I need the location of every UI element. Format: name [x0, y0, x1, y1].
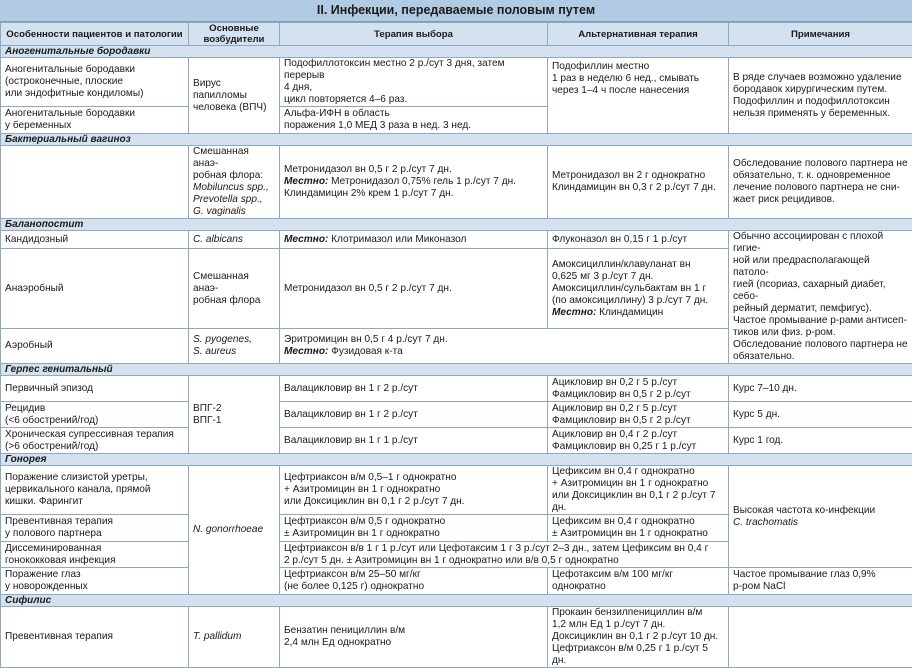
section-title: Бактериальный вагиноз — [1, 134, 912, 146]
table-row — [1, 607, 912, 668]
pathogen-cell — [189, 146, 280, 219]
therapy-cell: Валацикловир вн 1 г 1 р./сут — [280, 428, 548, 454]
table-row — [1, 58, 912, 107]
table-title: II. Инфекции, передаваемые половым путем — [0, 0, 912, 22]
patient-cell: Поражение слизистой уретры, цервикального канала, прямой кишки. Фарингит — [1, 466, 189, 515]
notes-cell: Обычно ассоциирован с плохой гигие- ной или предрасполагающей патоло- гией (псориаз, сахарный диабет, себо- рейный дерматит, пемфигус). Частое промывание р-рами антисеп- тиков или физ. р-ром. Обследование полового партнера не обязательно. — [729, 231, 912, 364]
therapy-cell: Цефтриаксон в/м 0,5 г однократно ± Азитромицин вн 1 г однократно — [280, 515, 548, 542]
patient-cell: Диссеминированная гонококковая инфекция — [1, 542, 189, 568]
pathogen-cell: S. pyogenes, S. aureus — [189, 328, 280, 363]
table-row — [1, 466, 912, 515]
notes-cell — [729, 466, 912, 568]
notes-cell: Курс 7–10 дн. — [729, 376, 912, 402]
patient-cell: Аэробный — [1, 328, 189, 363]
therapy-cell: Валацикловир вн 1 г 2 р./сут — [280, 402, 548, 428]
patient-cell: Превентивная терапия у полового партнера — [1, 515, 189, 542]
notes-cell: Обследование полового партнера не обязательно, т. к. одновременное лечение полового партнера не сни- жает риск рецидивов. — [729, 146, 912, 219]
alternative-text: Амоксициллин/клавуланат вн 0,625 мг 3 р./сут 7 дн. Амоксициллин/сульбактам вн 1 г (по амоксициллину) 3 р./сут 7 дн. — [552, 259, 708, 306]
notes-cell — [729, 607, 912, 668]
section-title: Аногенитальные бородавки — [1, 46, 912, 58]
notes-cell: Курс 1 год. — [729, 428, 912, 454]
table-row — [1, 231, 912, 249]
therapy-cell: Валацикловир вн 1 г 2 р./сут — [280, 376, 548, 402]
alternative-cell: Цефиксим вн 0,4 г однократно ± Азитромицин вн 1 г однократно — [548, 515, 729, 542]
therapy-line: Эритромицин вн 0,5 г 4 р./сут 7 дн. — [284, 334, 448, 345]
alternative-cell: Ацикловир вн 0,4 г 2 р./сут Фамцикловир вн 0,25 г 1 р./сут — [548, 428, 729, 454]
section-row — [1, 46, 912, 58]
header-row — [1, 23, 912, 46]
patient-cell: Поражение глаз у новорожденных — [1, 568, 189, 595]
notes-cell: В ряде случаев возможно удаление бородавок хирургическим путем. Подофиллин и подофиллотоксин нельзя применять у беременных. — [729, 58, 912, 134]
patient-cell: Аногенитальные бородавки (остроконечные, плоские или эндофитные кондиломы) — [1, 58, 189, 107]
section-row — [1, 134, 912, 146]
alternative-cell: Ацикловир вн 0,2 г 5 р./сут Фамцикловир вн 0,5 г 2 р./сут — [548, 376, 729, 402]
pathogen-cell: ВПГ-2 ВПГ-1 — [189, 376, 280, 454]
section-row — [1, 595, 912, 607]
patient-cell: Превентивная терапия — [1, 607, 189, 668]
therapy-line: Метронидазол 0,75% гель 1 р./сут 7 дн. — [328, 176, 516, 187]
table-row — [1, 146, 912, 219]
alternative-text: Клиндамицин — [596, 307, 663, 318]
col-header-notes: Примечания — [729, 23, 912, 46]
therapy-cell: Цефтриаксон в/м 25–50 мг/кг (не более 0,125 г) однократно — [280, 568, 548, 595]
patient-cell: Анаэробный — [1, 249, 189, 329]
col-header-pathogens: Основные возбудители — [189, 23, 280, 46]
alternative-cell: Ацикловир вн 0,2 г 5 р./сут Фамцикловир вн 0,5 г 2 р./сут — [548, 402, 729, 428]
therapy-cell — [280, 146, 548, 219]
therapy-cell: Подофиллотоксин местно 2 р./сут 3 дня, затем перерыв 4 дня, цикл повторяется 4–6 раз. — [280, 58, 548, 107]
therapy-cell — [280, 328, 729, 363]
patient-cell: Рецидив (<6 обострений/год) — [1, 402, 189, 428]
notes-cell: Курс 5 дн. — [729, 402, 912, 428]
therapy-line: Клиндамицин 2% крем 1 р./сут 7 дн. — [284, 188, 454, 199]
patient-cell: Первичный эпизод — [1, 376, 189, 402]
alternative-cell: Метронидазол вн 2 г однократно Клиндамицин вн 0,3 г 2 р./сут 7 дн. — [548, 146, 729, 219]
section-title: Гонорея — [1, 454, 912, 466]
alternative-cell: Флуконазол вн 0,15 г 1 р./сут — [548, 231, 729, 249]
pathogen-cell: Смешанная анаэ- робная флора — [189, 249, 280, 329]
table-row — [1, 428, 912, 454]
alternative-cell — [548, 249, 729, 329]
patient-cell: Аногенитальные бородавки у беременных — [1, 107, 189, 134]
patient-cell: Хроническая супрессивная терапия (>6 обострений/год) — [1, 428, 189, 454]
pathogen-cell: C. albicans — [189, 231, 280, 249]
local-label: Местно: — [552, 307, 596, 318]
therapy-cell: Альфа-ИФН в область поражения 1,0 МЕД 3 раза в нед. 3 нед. — [280, 107, 548, 134]
table-row — [1, 402, 912, 428]
section-title: Баланопостит — [1, 219, 912, 231]
alternative-cell: Прокаин бензилпенициллин в/м 1,2 млн Ед 1 р./сут 7 дн. Доксициклин вн 0,1 г 2 р./сут 10 дн. Цефтриаксон в/м 0,25 г 1 р./сут 5 дн. — [548, 607, 729, 668]
therapy-cell: Цефтриаксон в/м 0,5–1 г однократно + Азитромицин вн 1 г однократно или Доксициклин вн 0,1 г 2 р./сут 7 дн. — [280, 466, 548, 515]
local-label: Местно: — [284, 176, 328, 187]
table-row — [1, 376, 912, 402]
local-label: Местно: — [284, 234, 328, 245]
alternative-cell: Цефиксим вн 0,4 г однократно + Азитромицин вн 1 г однократно или Доксициклин вн 0,1 г 2 р./сут 7 дн. — [548, 466, 729, 515]
section-row — [1, 364, 912, 376]
col-header-alternative: Альтернативная терапия — [548, 23, 729, 46]
section-row — [1, 454, 912, 466]
pathogen-cell: T. pallidum — [189, 607, 280, 668]
patient-cell — [1, 146, 189, 219]
therapy-cell: Цефтриаксон в/в 1 г 1 р./сут или Цефотаксим 1 г 3 р./сут 2–3 дн., затем Цефиксим вн 0,4 г 2 р./сут 5 дн. ± Азитромицин вн 1 г однократно или в/в 0,5 г однократно — [280, 542, 729, 568]
pathogen-cell: Вирус папилломы человека (ВПЧ) — [189, 58, 280, 134]
table-row — [1, 568, 912, 595]
pathogen-species: Mobiluncus spp., Prevotella spp., G. vaginalis — [193, 182, 269, 217]
notes-cell: Частое промывание глаз 0,9% р-ром NaCl — [729, 568, 912, 595]
section-row — [1, 219, 912, 231]
pathogen-text: Смешанная анаэ- робная флора: — [193, 146, 263, 181]
section-title: Сифилис — [1, 595, 912, 607]
treatment-table — [0, 22, 912, 668]
therapy-line: Метронидазол вн 0,5 г 2 р./сут 7 дн. — [284, 164, 452, 175]
col-header-patients: Особенности пациентов и патологии — [1, 23, 189, 46]
notes-species: C. trachomatis — [733, 517, 798, 528]
therapy-cell: Бензатин пенициллин в/м 2,4 млн Ед однократно — [280, 607, 548, 668]
alternative-cell: Цефотаксим в/м 100 мг/кг однократно — [548, 568, 729, 595]
section-title: Герпес генитальный — [1, 364, 912, 376]
pathogen-cell: N. gonorrhoeae — [189, 466, 280, 595]
alternative-cell: Подофиллин местно 1 раз в неделю 6 нед., смывать через 1–4 ч после нанесения — [548, 58, 729, 134]
local-label: Местно: — [284, 346, 328, 357]
therapy-cell: Метронидазол вн 0,5 г 2 р./сут 7 дн. — [280, 249, 548, 329]
therapy-cell — [280, 231, 548, 249]
therapy-text: Клотримазол или Миконазол — [328, 234, 466, 245]
col-header-therapy: Терапия выбора — [280, 23, 548, 46]
notes-text: Высокая частота ко-инфекции — [733, 505, 875, 516]
therapy-line: Фузидовая к-та — [328, 346, 402, 357]
patient-cell: Кандидозный — [1, 231, 189, 249]
